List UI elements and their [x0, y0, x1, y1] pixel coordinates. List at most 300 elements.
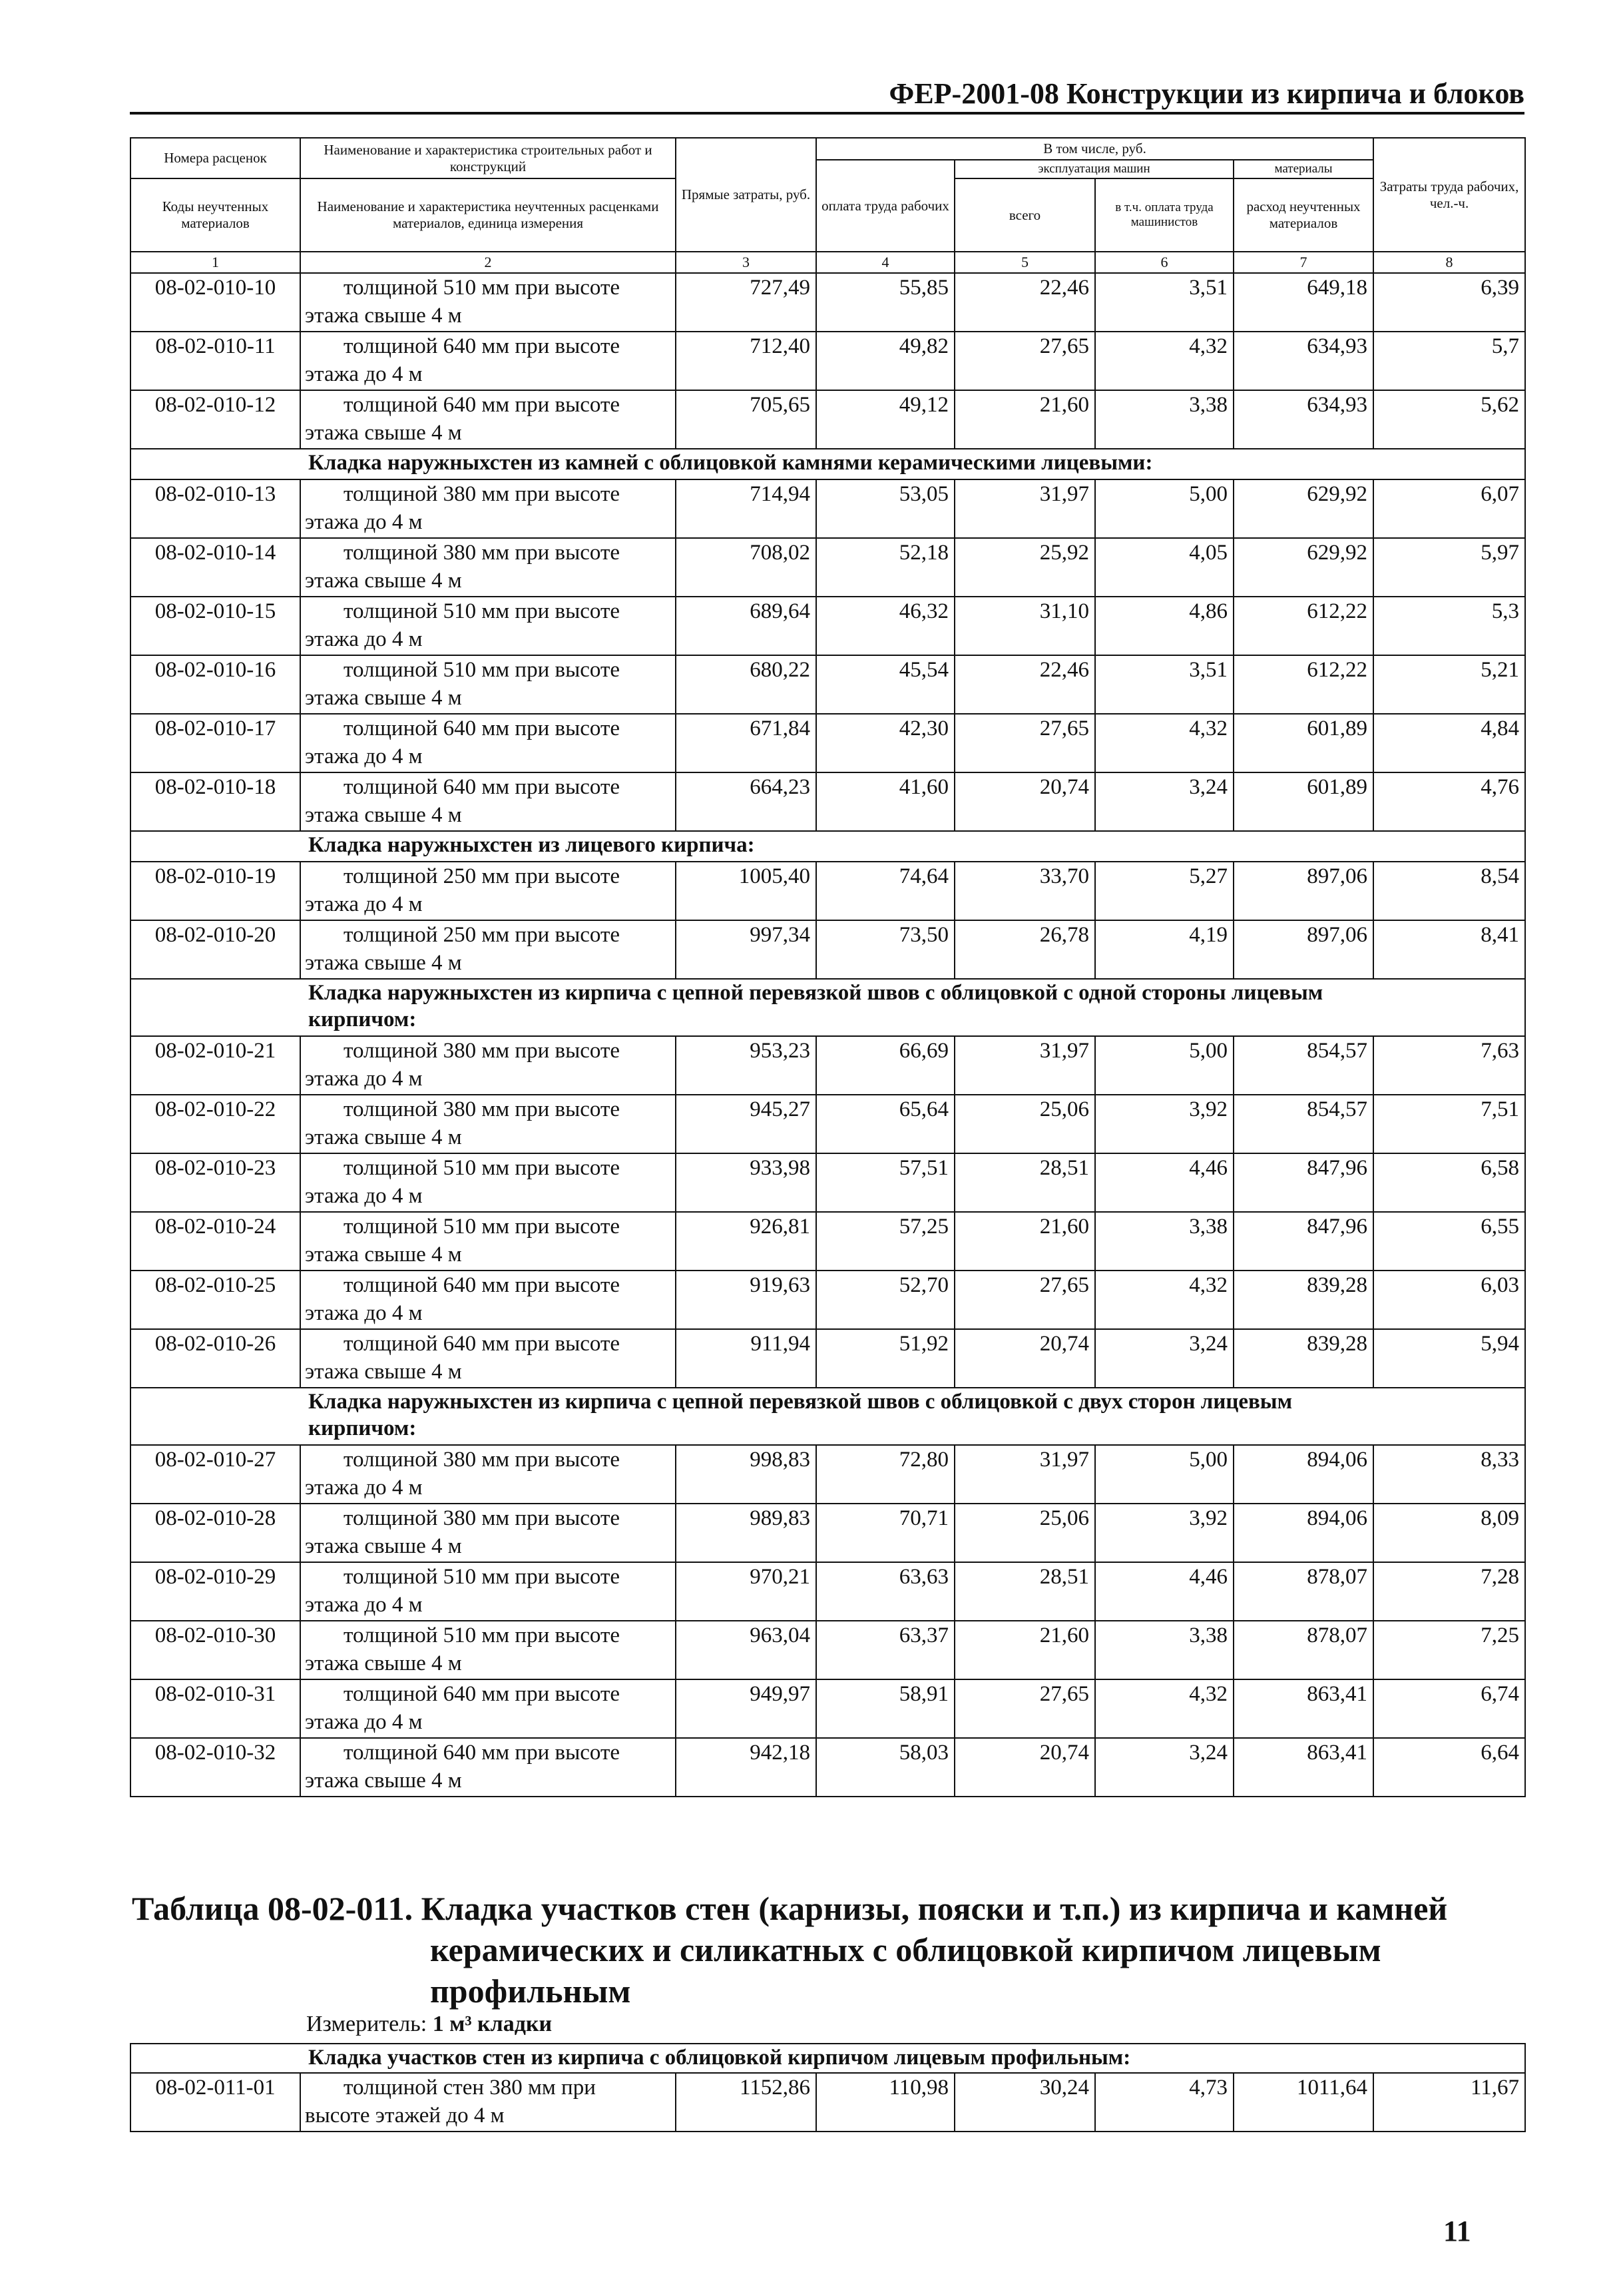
- direct-costs-cell: 953,23: [676, 1036, 816, 1095]
- machinist-pay-cell: 3,24: [1095, 1329, 1234, 1388]
- worker-pay-cell: 58,91: [816, 1679, 955, 1738]
- rate-code: 08-02-010-21: [130, 1036, 300, 1095]
- description-line: этажа свыше 4 м: [305, 569, 462, 593]
- rate-code: 08-02-010-28: [130, 1504, 300, 1562]
- machines-total-cell: 27,65: [955, 332, 1095, 390]
- rate-code: 08-02-010-11: [130, 332, 300, 390]
- header-labor-hours: Затраты труда рабочих, чел.-ч.: [1373, 138, 1525, 252]
- worker-pay-cell: 49,12: [816, 390, 955, 449]
- worker-pay-cell: 57,51: [816, 1153, 955, 1212]
- table-row: [130, 597, 1525, 655]
- labor-hours-cell: 7,25: [1373, 1621, 1525, 1679]
- rate-code: 08-02-010-18: [130, 772, 300, 831]
- description-line: толщиной 380 мм при высоте: [344, 482, 620, 506]
- worker-pay-cell: 51,92: [816, 1329, 955, 1388]
- materials-cell: 863,41: [1234, 1679, 1373, 1738]
- section-heading-line: кирпичом:: [308, 1007, 417, 1031]
- rates-table-08-02-011: [130, 2043, 1526, 2132]
- work-description: [300, 1036, 676, 1095]
- description-line: этажа до 4 м: [305, 892, 423, 916]
- header-machinist-pay: в т.ч. оплата труда машинистов: [1095, 178, 1234, 252]
- header-machines-total: всего: [955, 178, 1095, 252]
- machines-total-cell: 21,60: [955, 390, 1095, 449]
- table-row: [130, 920, 1525, 979]
- machines-total-cell: 26,78: [955, 920, 1095, 979]
- measure-value: 1 м³ кладки: [432, 2012, 553, 2036]
- labor-hours-cell: 5,62: [1373, 390, 1525, 449]
- work-description: [300, 390, 676, 449]
- work-description: [300, 1445, 676, 1504]
- direct-costs-cell: 680,22: [676, 655, 816, 714]
- materials-cell: 839,28: [1234, 1271, 1373, 1329]
- labor-hours-cell: 4,84: [1373, 714, 1525, 772]
- description-line: толщиной 250 мм при высоте: [344, 864, 620, 888]
- worker-pay-cell: 42,30: [816, 714, 955, 772]
- labor-hours-cell: 8,54: [1373, 862, 1525, 920]
- materials-cell: 649,18: [1234, 273, 1373, 332]
- description-line: этажа до 4 м: [305, 1184, 423, 1208]
- section-heading: [130, 979, 1525, 1036]
- header-including: В том числе, руб.: [816, 138, 1373, 160]
- machinist-pay-cell: 4,32: [1095, 1271, 1234, 1329]
- work-description: [300, 1679, 676, 1738]
- machinist-pay-cell: 3,38: [1095, 390, 1234, 449]
- labor-hours-cell: 7,63: [1373, 1036, 1525, 1095]
- direct-costs-cell: 727,49: [676, 273, 816, 332]
- table-row: [130, 273, 1525, 332]
- header-machines: эксплуатация машин: [955, 160, 1234, 178]
- machinist-pay-cell: 4,46: [1095, 1562, 1234, 1621]
- section-heading: Кладка участков стен из кирпича с облицовкой кирпичом лицевым профильным:: [130, 2044, 1525, 2073]
- rate-code: 08-02-010-26: [130, 1329, 300, 1388]
- work-description: [300, 920, 676, 979]
- header-work-name: Наименование и характеристика строительных работ и конструкций: [300, 138, 676, 178]
- work-description: [300, 1621, 676, 1679]
- description-line: толщиной 640 мм при высоте: [344, 1741, 620, 1765]
- rate-code: 08-02-010-30: [130, 1621, 300, 1679]
- description-line: этажа свыше 4 м: [305, 1651, 462, 1675]
- machines-total-cell: 27,65: [955, 714, 1095, 772]
- work-description: [300, 2073, 676, 2132]
- worker-pay-cell: 74,64: [816, 862, 955, 920]
- direct-costs-cell: 945,27: [676, 1095, 816, 1153]
- direct-costs-cell: 997,34: [676, 920, 816, 979]
- description-line: толщиной 640 мм при высоте: [344, 1273, 620, 1297]
- machines-total-cell: 28,51: [955, 1153, 1095, 1212]
- worker-pay-cell: 49,82: [816, 332, 955, 390]
- machinist-pay-cell: 3,24: [1095, 1738, 1234, 1797]
- machinist-pay-cell: 3,38: [1095, 1621, 1234, 1679]
- machinist-pay-cell: 3,24: [1095, 772, 1234, 831]
- machines-total-cell: 21,60: [955, 1621, 1095, 1679]
- description-line: этажа до 4 м: [305, 1067, 423, 1091]
- direct-costs-cell: 689,64: [676, 597, 816, 655]
- table-title-line: Таблица 08-02-011. Кладка участков стен (карнизы, пояски и т.п.) из кирпича и камней: [132, 1890, 1448, 1927]
- table-row: [130, 1562, 1525, 1621]
- machinist-pay-cell: 5,27: [1095, 862, 1234, 920]
- machines-total-cell: 22,46: [955, 273, 1095, 332]
- column-number: 1: [130, 252, 300, 273]
- column-number: 8: [1373, 252, 1525, 273]
- direct-costs-cell: 942,18: [676, 1738, 816, 1797]
- table-row: [130, 655, 1525, 714]
- materials-cell: 854,57: [1234, 1036, 1373, 1095]
- section-heading-line: Кладка наружныхстен из кирпича с цепной перевязкой швов с облицовкой с одной стороны лицевым: [308, 981, 1323, 1005]
- machinist-pay-cell: 4,73: [1095, 2073, 1234, 2132]
- direct-costs-cell: 664,23: [676, 772, 816, 831]
- worker-pay-cell: 52,18: [816, 538, 955, 597]
- description-line: этажа до 4 м: [305, 744, 423, 768]
- table-row: [130, 1504, 1525, 1562]
- machines-total-cell: 33,70: [955, 862, 1095, 920]
- table-row: [130, 1153, 1525, 1212]
- description-line: этажа до 4 м: [305, 510, 423, 534]
- worker-pay-cell: 53,05: [816, 479, 955, 538]
- labor-hours-cell: 5,97: [1373, 538, 1525, 597]
- table-row: [130, 2073, 1525, 2132]
- work-description: [300, 1562, 676, 1621]
- labor-hours-cell: 5,21: [1373, 655, 1525, 714]
- labor-hours-cell: 7,28: [1373, 1562, 1525, 1621]
- worker-pay-cell: 55,85: [816, 273, 955, 332]
- description-line: толщиной стен 380 мм при: [344, 2076, 596, 2100]
- table-row: [130, 390, 1525, 449]
- direct-costs-cell: 970,21: [676, 1562, 816, 1621]
- machinist-pay-cell: 4,32: [1095, 1679, 1234, 1738]
- section-heading: [130, 1388, 1525, 1445]
- direct-costs-cell: 705,65: [676, 390, 816, 449]
- description-line: толщиной 640 мм при высоте: [344, 1332, 620, 1356]
- description-line: этажа свыше 4 м: [305, 1769, 462, 1793]
- rate-code: 08-02-010-22: [130, 1095, 300, 1153]
- description-line: этажа до 4 м: [305, 1593, 423, 1617]
- materials-cell: 629,92: [1234, 479, 1373, 538]
- materials-cell: 878,07: [1234, 1621, 1373, 1679]
- worker-pay-cell: 110,98: [816, 2073, 955, 2132]
- table-row: [130, 772, 1525, 831]
- machines-total-cell: 27,65: [955, 1679, 1095, 1738]
- description-line: этажа до 4 м: [305, 362, 423, 386]
- labor-hours-cell: 6,07: [1373, 479, 1525, 538]
- work-description: [300, 1504, 676, 1562]
- worker-pay-cell: 41,60: [816, 772, 955, 831]
- description-line: толщиной 250 мм при высоте: [344, 923, 620, 947]
- machines-total-cell: 20,74: [955, 772, 1095, 831]
- description-line: этажа свыше 4 м: [305, 1534, 462, 1558]
- worker-pay-cell: 73,50: [816, 920, 955, 979]
- description-line: толщиной 380 мм при высоте: [344, 1039, 620, 1063]
- machines-total-cell: 25,92: [955, 538, 1095, 597]
- section-heading-line: Кладка наружныхстен из кирпича с цепной перевязкой швов с облицовкой с двух сторон лицевым: [308, 1390, 1293, 1414]
- description-line: толщиной 510 мм при высоте: [344, 276, 620, 300]
- description-line: этажа свыше 4 м: [305, 421, 462, 445]
- work-description: [300, 479, 676, 538]
- work-description: [300, 273, 676, 332]
- description-line: толщиной 640 мм при высоте: [344, 334, 620, 358]
- labor-hours-cell: 6,58: [1373, 1153, 1525, 1212]
- materials-cell: 839,28: [1234, 1329, 1373, 1388]
- work-description: [300, 1329, 676, 1388]
- labor-hours-cell: 8,41: [1373, 920, 1525, 979]
- description-line: этажа свыше 4 м: [305, 1243, 462, 1267]
- description-line: толщиной 510 мм при высоте: [344, 1215, 620, 1239]
- column-number: 3: [676, 252, 816, 273]
- table-row: [130, 714, 1525, 772]
- description-line: толщиной 380 мм при высоте: [344, 1448, 620, 1472]
- machines-total-cell: 21,60: [955, 1212, 1095, 1271]
- section-heading-line: кирпичом:: [308, 1416, 417, 1440]
- column-number: 7: [1234, 252, 1373, 273]
- description-line: толщиной 510 мм при высоте: [344, 658, 620, 682]
- header-material-consumption: расход неучтенных материалов: [1234, 178, 1373, 252]
- column-number: 5: [955, 252, 1095, 273]
- page-header: ФЕР-2001-08 Конструкции из кирпича и блоков: [130, 77, 1524, 115]
- materials-cell: 894,06: [1234, 1445, 1373, 1504]
- labor-hours-cell: 8,09: [1373, 1504, 1525, 1562]
- description-line: этажа свыше 4 м: [305, 1125, 462, 1149]
- description-line: толщиной 510 мм при высоте: [344, 1156, 620, 1180]
- machinist-pay-cell: 5,00: [1095, 479, 1234, 538]
- rate-code: 08-02-010-23: [130, 1153, 300, 1212]
- measure-label: Измеритель:: [306, 2012, 427, 2036]
- work-description: [300, 597, 676, 655]
- header-rate-numbers: Номера расценок: [130, 138, 300, 178]
- materials-cell: 863,41: [1234, 1738, 1373, 1797]
- worker-pay-cell: 63,37: [816, 1621, 955, 1679]
- rate-code: 08-02-010-32: [130, 1738, 300, 1797]
- labor-hours-cell: 6,55: [1373, 1212, 1525, 1271]
- rate-code: 08-02-010-16: [130, 655, 300, 714]
- description-line: толщиной 380 мм при высоте: [344, 1506, 620, 1530]
- rate-code: 08-02-010-29: [130, 1562, 300, 1621]
- table-row: [130, 1329, 1525, 1388]
- machines-total-cell: 25,06: [955, 1504, 1095, 1562]
- rate-code: 08-02-010-12: [130, 390, 300, 449]
- labor-hours-cell: 4,76: [1373, 772, 1525, 831]
- description-line: этажа свыше 4 м: [305, 803, 462, 827]
- rate-code: 08-02-010-10: [130, 273, 300, 332]
- machinist-pay-cell: 3,51: [1095, 273, 1234, 332]
- worker-pay-cell: 46,32: [816, 597, 955, 655]
- direct-costs-cell: 919,63: [676, 1271, 816, 1329]
- rate-code: 08-02-010-15: [130, 597, 300, 655]
- table-row: [130, 479, 1525, 538]
- worker-pay-cell: 52,70: [816, 1271, 955, 1329]
- machinist-pay-cell: 4,86: [1095, 597, 1234, 655]
- worker-pay-cell: 70,71: [816, 1504, 955, 1562]
- table-row: [130, 1445, 1525, 1504]
- direct-costs-cell: 998,83: [676, 1445, 816, 1504]
- work-description: [300, 772, 676, 831]
- labor-hours-cell: 8,33: [1373, 1445, 1525, 1504]
- materials-cell: 612,22: [1234, 597, 1373, 655]
- description-line: этажа до 4 м: [305, 1301, 423, 1325]
- worker-pay-cell: 63,63: [816, 1562, 955, 1621]
- table-row: [130, 1036, 1525, 1095]
- measure-unit: [306, 2011, 552, 2038]
- materials-cell: 601,89: [1234, 714, 1373, 772]
- rate-code: 08-02-010-14: [130, 538, 300, 597]
- table-title: [132, 1888, 1524, 2012]
- direct-costs-cell: 712,40: [676, 332, 816, 390]
- table-row: [130, 1271, 1525, 1329]
- description-line: толщиной 510 мм при высоте: [344, 1623, 620, 1647]
- machinist-pay-cell: 5,00: [1095, 1445, 1234, 1504]
- machinist-pay-cell: 3,92: [1095, 1095, 1234, 1153]
- rate-code: 08-02-010-31: [130, 1679, 300, 1738]
- direct-costs-cell: 911,94: [676, 1329, 816, 1388]
- rate-code: 08-02-011-01: [130, 2073, 300, 2132]
- direct-costs-cell: 671,84: [676, 714, 816, 772]
- table-row: [130, 1212, 1525, 1271]
- machinist-pay-cell: 4,32: [1095, 714, 1234, 772]
- rates-table: [130, 137, 1526, 1797]
- labor-hours-cell: 6,39: [1373, 273, 1525, 332]
- rate-code: 08-02-010-17: [130, 714, 300, 772]
- direct-costs-cell: 714,94: [676, 479, 816, 538]
- work-description: [300, 862, 676, 920]
- work-description: [300, 1095, 676, 1153]
- column-number: 2: [300, 252, 676, 273]
- section-heading: Кладка наружныхстен из лицевого кирпича:: [130, 831, 1525, 862]
- machines-total-cell: 25,06: [955, 1095, 1095, 1153]
- machinist-pay-cell: 4,19: [1095, 920, 1234, 979]
- table-row: [130, 1679, 1525, 1738]
- rate-code: 08-02-010-20: [130, 920, 300, 979]
- worker-pay-cell: 57,25: [816, 1212, 955, 1271]
- description-line: толщиной 640 мм при высоте: [344, 393, 620, 417]
- machines-total-cell: 20,74: [955, 1738, 1095, 1797]
- materials-cell: 854,57: [1234, 1095, 1373, 1153]
- materials-cell: 634,93: [1234, 332, 1373, 390]
- materials-cell: 1011,64: [1234, 2073, 1373, 2132]
- table-row: [130, 1738, 1525, 1797]
- work-description: [300, 1212, 676, 1271]
- work-description: [300, 714, 676, 772]
- description-line: толщиной 640 мм при высоте: [344, 775, 620, 799]
- labor-hours-cell: 11,67: [1373, 2073, 1525, 2132]
- rate-code: 08-02-010-27: [130, 1445, 300, 1504]
- description-line: толщиной 640 мм при высоте: [344, 1682, 620, 1706]
- materials-cell: 634,93: [1234, 390, 1373, 449]
- description-line: этажа свыше 4 м: [305, 686, 462, 710]
- direct-costs-cell: 933,98: [676, 1153, 816, 1212]
- materials-cell: 897,06: [1234, 862, 1373, 920]
- header-unaccounted-codes: Коды неучтенных материалов: [130, 178, 300, 252]
- direct-costs-cell: 1005,40: [676, 862, 816, 920]
- rate-code: 08-02-010-13: [130, 479, 300, 538]
- table-row: [130, 538, 1525, 597]
- description-line: этажа до 4 м: [305, 1476, 423, 1500]
- description-line: толщиной 380 мм при высоте: [344, 1097, 620, 1121]
- rate-code: 08-02-010-19: [130, 862, 300, 920]
- machines-total-cell: 31,97: [955, 479, 1095, 538]
- table-row: [130, 332, 1525, 390]
- table-row: [130, 862, 1525, 920]
- worker-pay-cell: 58,03: [816, 1738, 955, 1797]
- rate-code: 08-02-010-24: [130, 1212, 300, 1271]
- machinist-pay-cell: 4,05: [1095, 538, 1234, 597]
- labor-hours-cell: 6,03: [1373, 1271, 1525, 1329]
- section-heading: Кладка наружныхстен из камней с облицовкой камнями керамическими лицевыми:: [130, 449, 1525, 479]
- work-description: [300, 332, 676, 390]
- machines-total-cell: 31,97: [955, 1445, 1095, 1504]
- machinist-pay-cell: 4,32: [1095, 332, 1234, 390]
- work-description: [300, 1738, 676, 1797]
- materials-cell: 612,22: [1234, 655, 1373, 714]
- description-line: толщиной 510 мм при высоте: [344, 599, 620, 623]
- description-line: высоте этажей до 4 м: [305, 2104, 505, 2128]
- header-direct-costs: Прямые затраты, руб.: [676, 138, 816, 252]
- machines-total-cell: 28,51: [955, 1562, 1095, 1621]
- direct-costs-cell: 989,83: [676, 1504, 816, 1562]
- description-line: этажа свыше 4 м: [305, 1360, 462, 1384]
- work-description: [300, 655, 676, 714]
- labor-hours-cell: 6,74: [1373, 1679, 1525, 1738]
- worker-pay-cell: 66,69: [816, 1036, 955, 1095]
- machinist-pay-cell: 3,92: [1095, 1504, 1234, 1562]
- machines-total-cell: 31,97: [955, 1036, 1095, 1095]
- table-row: [130, 1621, 1525, 1679]
- materials-cell: 894,06: [1234, 1504, 1373, 1562]
- description-line: этажа свыше 4 м: [305, 951, 462, 975]
- direct-costs-cell: 949,97: [676, 1679, 816, 1738]
- work-description: [300, 538, 676, 597]
- machinist-pay-cell: 3,38: [1095, 1212, 1234, 1271]
- materials-cell: 878,07: [1234, 1562, 1373, 1621]
- labor-hours-cell: 6,64: [1373, 1738, 1525, 1797]
- table-row: [130, 1095, 1525, 1153]
- machines-total-cell: 30,24: [955, 2073, 1095, 2132]
- materials-cell: 847,96: [1234, 1153, 1373, 1212]
- direct-costs-cell: 1152,86: [676, 2073, 816, 2132]
- header-unaccounted-materials: Наименование и характеристика неучтенных расценками материалов, единица измерения: [300, 178, 676, 252]
- machines-total-cell: 20,74: [955, 1329, 1095, 1388]
- description-line: этажа до 4 м: [305, 1710, 423, 1734]
- machines-total-cell: 22,46: [955, 655, 1095, 714]
- materials-cell: 897,06: [1234, 920, 1373, 979]
- materials-cell: 601,89: [1234, 772, 1373, 831]
- direct-costs-cell: 963,04: [676, 1621, 816, 1679]
- column-number: 4: [816, 252, 955, 273]
- machines-total-cell: 31,10: [955, 597, 1095, 655]
- rate-code: 08-02-010-25: [130, 1271, 300, 1329]
- materials-cell: 847,96: [1234, 1212, 1373, 1271]
- worker-pay-cell: 45,54: [816, 655, 955, 714]
- machinist-pay-cell: 3,51: [1095, 655, 1234, 714]
- materials-cell: 629,92: [1234, 538, 1373, 597]
- machines-total-cell: 27,65: [955, 1271, 1095, 1329]
- work-description: [300, 1153, 676, 1212]
- page-number: 11: [1443, 2215, 1471, 2247]
- worker-pay-cell: 65,64: [816, 1095, 955, 1153]
- labor-hours-cell: 5,7: [1373, 332, 1525, 390]
- worker-pay-cell: 72,80: [816, 1445, 955, 1504]
- labor-hours-cell: 5,3: [1373, 597, 1525, 655]
- machinist-pay-cell: 4,46: [1095, 1153, 1234, 1212]
- description-line: этажа до 4 м: [305, 627, 423, 651]
- machinist-pay-cell: 5,00: [1095, 1036, 1234, 1095]
- table-title-line: профильным: [430, 1972, 631, 2010]
- header-worker-pay: оплата труда рабочих: [816, 160, 955, 252]
- direct-costs-cell: 926,81: [676, 1212, 816, 1271]
- description-line: толщиной 510 мм при высоте: [344, 1565, 620, 1589]
- work-description: [300, 1271, 676, 1329]
- description-line: толщиной 380 мм при высоте: [344, 541, 620, 565]
- column-number: 6: [1095, 252, 1234, 273]
- labor-hours-cell: 5,94: [1373, 1329, 1525, 1388]
- description-line: толщиной 640 мм при высоте: [344, 717, 620, 740]
